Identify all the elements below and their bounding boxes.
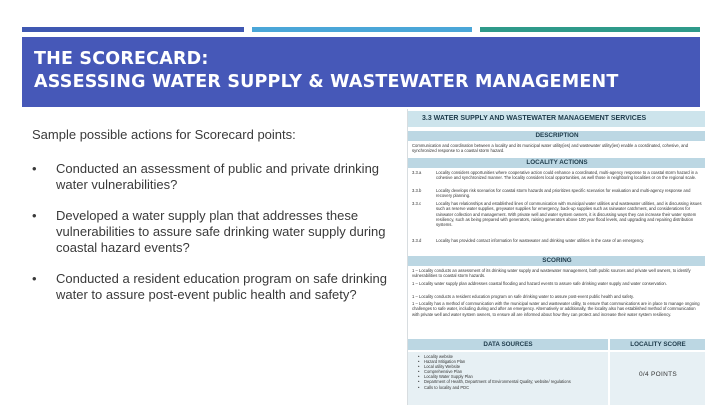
data-source-item: • Hazard Mitigation Plan [418, 359, 466, 365]
data-source-item: • Locality Water Supply Plan [418, 374, 473, 380]
document-title: 3.3 WATER SUPPLY AND WASTEWATER MANAGEMENT SERVICES [408, 111, 705, 127]
action-code: 3.3.c [412, 201, 422, 206]
top-accent-bar-teal [480, 27, 700, 32]
bullet-item [32, 208, 392, 256]
action-code: 3.3.d [412, 238, 422, 243]
scorecard-document-image [407, 109, 705, 405]
bullet-glyph: • [32, 271, 37, 286]
action-text: Locality considers opportunities where cooperative action could enhance a coordinated, multi-agency response to a coastal storm hazard in a cohesive and synchronized manner. The locality considers local opportunities, as well those in neighboring localities or on the regional scale. [436, 170, 698, 181]
action-code: 3.3.b [412, 188, 422, 193]
locality-score-panel [610, 352, 705, 405]
scoring-item: 1 – Locality has a method of communication with the municipal water and wastewater utility, to ensure that communications are in place to manage ongoing challenges to safe water, including during and after an emergency. Alternatively or additionally, the locality also has established method of communication with private well and water system owners, to ensure all are informed about how they can protect and increase their water system resiliency. [412, 301, 700, 317]
description-heading: DESCRIPTION [408, 131, 705, 141]
data-source-item: • Department of Health, Department of Environmental Quality; website/ regulations [418, 379, 571, 385]
locality-actions-heading: LOCALITY ACTIONS [408, 158, 705, 168]
slide-title-line-1: THE SCORECARD: [34, 49, 209, 69]
bullet-text: Conducted an assessment of public and private drinking water vulnerabilities? [56, 161, 380, 192]
action-text: Locality has relationships and established lines of communication with municipal water utilities and wastewater utilities, and is discussing issues such as reserve water supplies, greywater supplies for emergency, back-up supplies such as rainwater catchment, and considerations for rainwater collection and management. With private well and water system owners, it is discussing ways they can increase their water system resiliency, such as being prepared with generators, raising generators above 100 year flood levels, and upgrading and repairing distribution systems. [436, 201, 702, 228]
data-source-item: • Local utility Website [418, 364, 461, 370]
data-source-item: • Comprehensive Plan [418, 369, 463, 375]
action-text: Locality develops risk scenarios for coastal storm hazards and prioritizes specific scenarios for evaluation and multi-agency response and recovery planning. [436, 188, 691, 199]
bullet-glyph: • [32, 161, 37, 176]
data-sources-list [418, 354, 603, 390]
locality-score-value: 0/4 POINTS [638, 371, 678, 378]
bullet-text: Conducted a resident education program on safe drinking water to assure post-event public health and safety? [56, 271, 387, 302]
scoring-item: 1 – Locality conducts a resident education program on safe drinking water to assure post-event public health and safety. [412, 294, 634, 299]
description-text: Communication and coordination between a locality and its municipal water utility(ies) and wastewater utility(ies) enable a coordinated, cohesive, and synchronized response to a coastal storm hazard. [412, 143, 689, 154]
action-bullet-list [32, 161, 392, 318]
scoring-heading: SCORING [408, 256, 705, 266]
top-accent-bar-lightblue [252, 27, 472, 32]
bullet-item [32, 161, 392, 193]
data-sources-heading: DATA SOURCES [408, 339, 608, 350]
scoring-item: 1 – Locality conducts an assessment of its drinking water supply and wastewater management, both public sources and private well owners, to identify vulnerabilities to coastal storm hazards. [412, 268, 691, 279]
data-source-item: • Calls to locality and PDC [418, 384, 470, 390]
action-text: Locality has provided contact information for wastewater and drinking water utilities in the case of an emergency. [436, 238, 645, 243]
bullet-glyph: • [32, 208, 37, 223]
bullet-text: Developed a water supply plan that addresses these vulnerabilities to assure safe drinking water supply during coastal hazard events? [56, 208, 386, 255]
locality-score-heading: LOCALITY SCORE [610, 339, 705, 350]
action-code: 3.3.a [412, 170, 422, 175]
data-source-item: • Locality website [418, 354, 453, 359]
slide-title-line-2: ASSESSING WATER SUPPLY & WASTEWATER MANAGEMENT [34, 72, 619, 92]
scoring-item: 1 – Locality water supply plan addresses coastal flooding and hazard events to assure safe drinking water supply and water conservation. [412, 281, 667, 286]
top-accent-bar-blue [22, 27, 244, 32]
intro-text: Sample possible actions for Scorecard points: [32, 127, 296, 142]
bullet-item [32, 271, 392, 303]
